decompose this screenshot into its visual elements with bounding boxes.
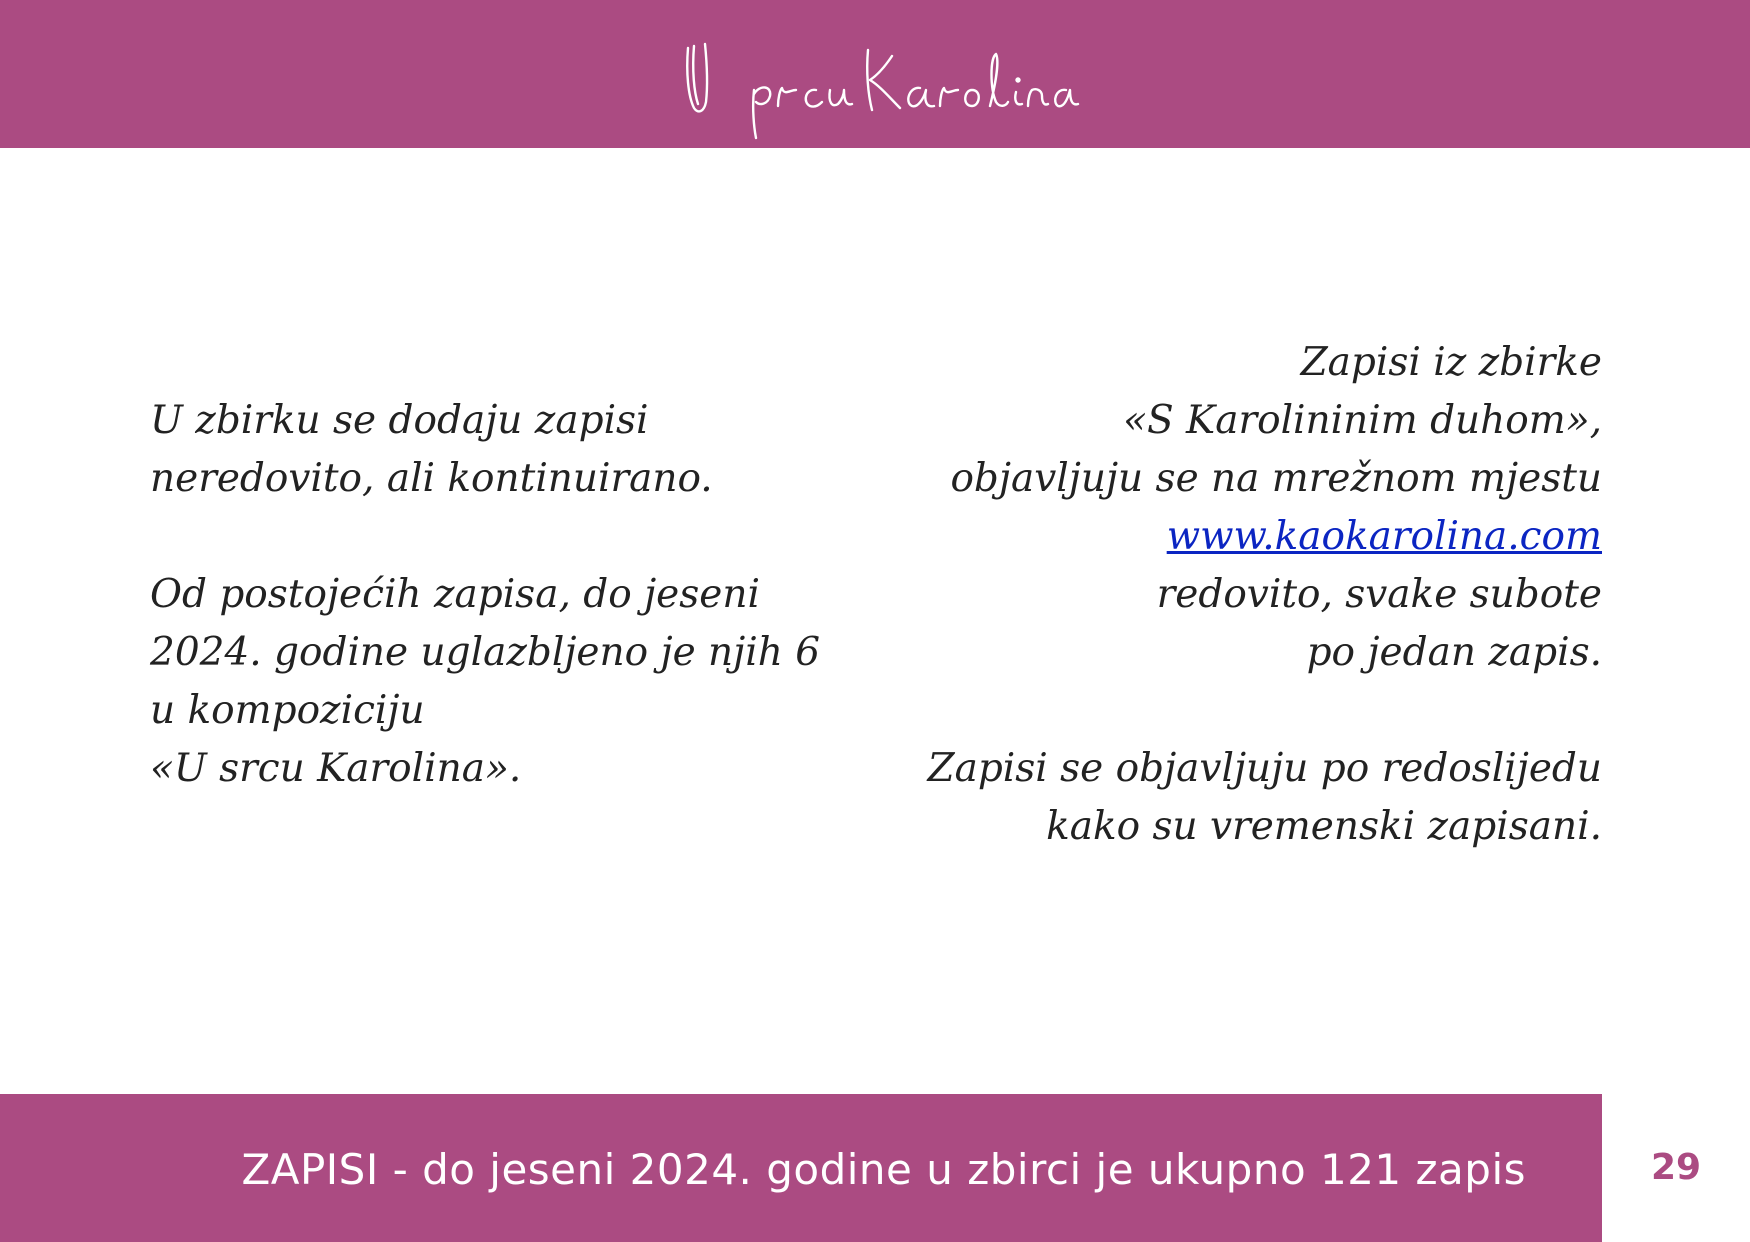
page-header xyxy=(0,0,1750,148)
text-line: Zapisi iz zbirke xyxy=(1300,340,1602,385)
text-line: U zbirku se dodaju zapisi xyxy=(150,398,649,443)
text-line: neredovito, ali kontinuirano. xyxy=(150,456,713,501)
left-text-column xyxy=(150,392,890,798)
text-line: kako su vremenski zapisani. xyxy=(1046,804,1602,849)
text-line: Zapisi se objavljuju po redoslijedu xyxy=(927,746,1602,791)
handwritten-title-signature xyxy=(680,32,1080,142)
page-number: 29 xyxy=(1650,1147,1702,1188)
website-link-line xyxy=(850,508,1602,566)
text-line: u kompoziciju xyxy=(150,688,425,733)
text-line: objavljuju se na mrežnom mjestu xyxy=(950,456,1602,501)
text-line: 2024. godine uglazbljeno je njih 6 xyxy=(150,630,821,675)
footer-caption: ZAPISI - do jeseni 2024. godine u zbirci je ukupno 121 zapis xyxy=(241,1145,1526,1194)
text-line: redovito, svake subote xyxy=(1156,572,1602,617)
right-text-column xyxy=(850,334,1602,856)
page-footer xyxy=(0,1094,1602,1242)
text-line: «S Karolininim duhom», xyxy=(1123,398,1602,443)
text-line: «U srcu Karolina». xyxy=(150,746,522,791)
text-line: po jedan zapis. xyxy=(1306,630,1602,675)
website-link[interactable]: www.kaokarolina.com xyxy=(1166,514,1602,559)
text-line: Od postojećih zapisa, do jeseni xyxy=(150,572,760,617)
